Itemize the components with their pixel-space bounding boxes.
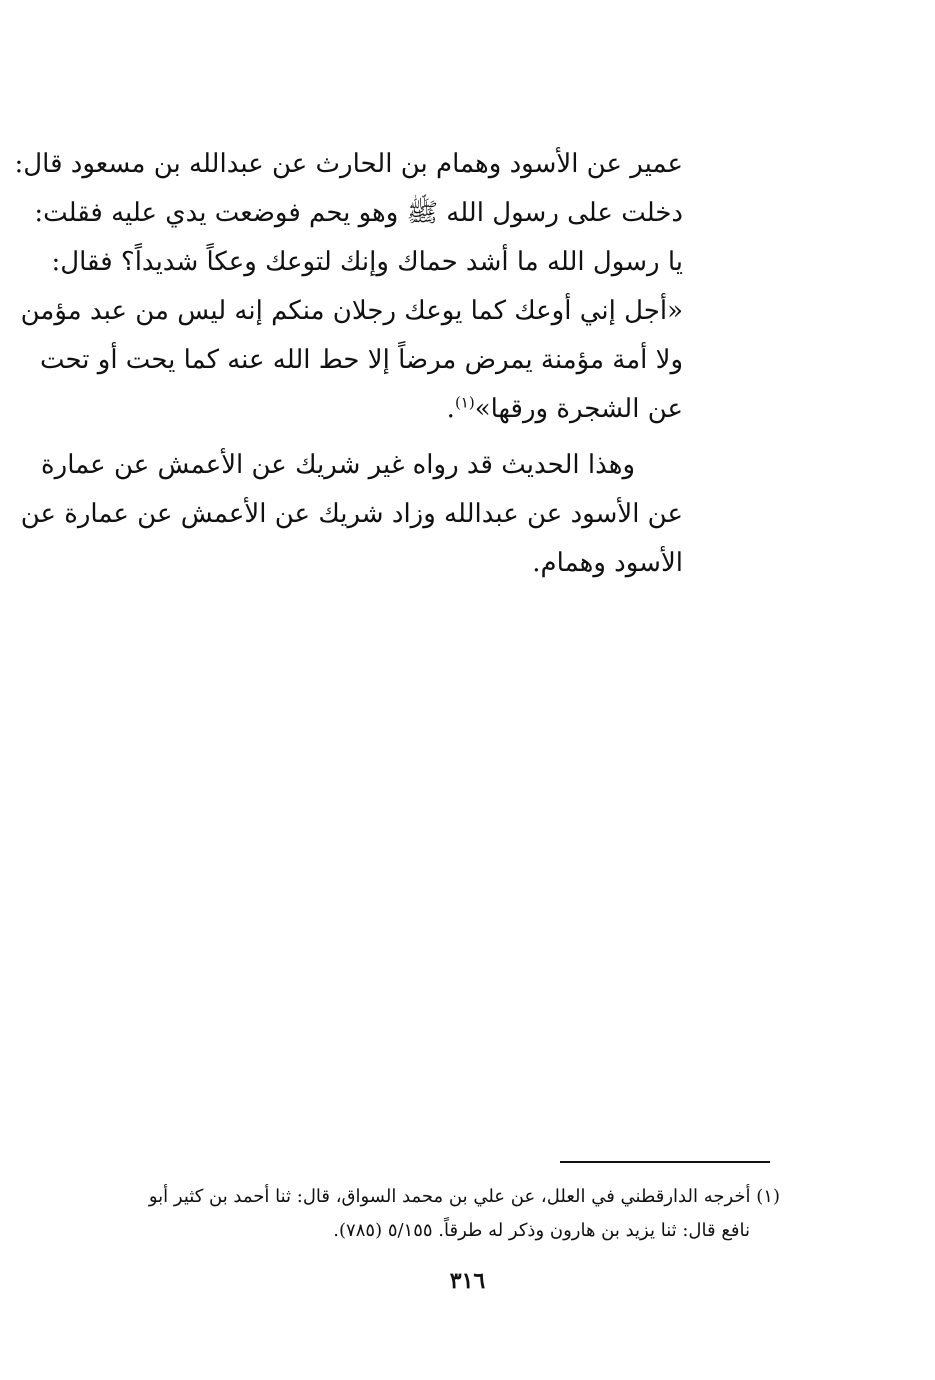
paragraph-1 xyxy=(14,140,683,434)
text-line: وهذا الحديث قد رواه غير شريك عن الأعمش عن عمارة xyxy=(41,450,635,480)
text-line: ولا أمة مؤمنة يمرض مرضاً إلا حط الله عنه كما يحت أو تحت xyxy=(39,345,683,375)
page-number: ٣١٦ xyxy=(449,1268,486,1294)
text-line: دخلت على رسول الله ﷺ وهو يحم فوضعت يدي عليه فقلت: xyxy=(34,198,683,228)
footnote-line: نافع قال: ثنا يزيد بن هارون وذكر له طرقاً. ٥/١٥٥ (٧٨٥). xyxy=(333,1220,750,1241)
text-line-last xyxy=(68,385,683,434)
text-line-content: عن الشجرة ورقها» xyxy=(474,394,683,424)
text-line: عمير عن الأسود وهمام بن الحارث عن عبدالله بن مسعود قال: xyxy=(14,149,683,179)
text-line: يا رسول الله ما أشد حماك وإنك لتوعك وعكاً شديداً؟ فقال: xyxy=(51,247,683,277)
footnote-reference[interactable]: (١) xyxy=(454,393,475,412)
end-punctuation: . xyxy=(446,394,455,424)
footnote-line: (١) أخرجه الدارقطني في العلل، عن علي بن محمد السواق، قال: ثنا أحمد بن كثير أبو xyxy=(148,1186,780,1207)
text-line: الأسود وهمام. xyxy=(532,548,683,578)
text-line: عن الأسود عن عبدالله وزاد شريك عن الأعمش عن عمارة عن xyxy=(20,499,683,529)
paragraph-gap xyxy=(68,434,683,441)
main-text-body xyxy=(14,140,683,588)
paragraph-2 xyxy=(20,441,683,588)
footnote-separator xyxy=(560,1161,770,1163)
footnotes-section xyxy=(68,1180,780,1248)
text-line: «أجل إني أوعك كما يوعك رجلان منكم إنه ليس من عبد مؤمن xyxy=(20,296,683,326)
